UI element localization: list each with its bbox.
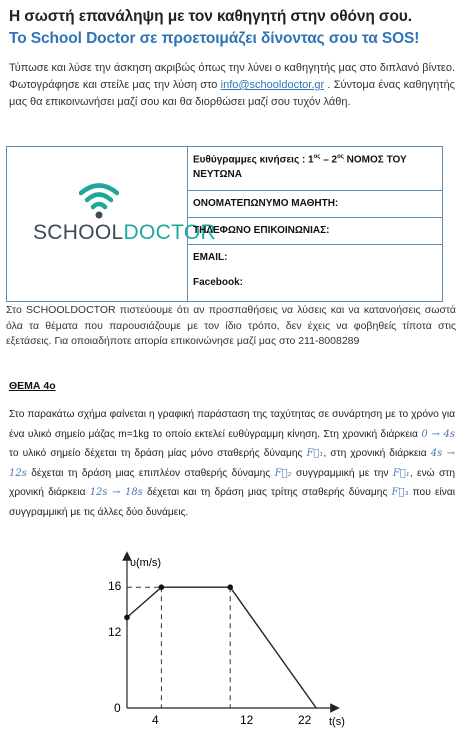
intro-paragraph [9, 60, 455, 111]
interval-3: 12s → 18s [89, 487, 143, 498]
dashed-guides [127, 587, 230, 708]
data-point-2 [227, 584, 233, 590]
topic-text-end: ΝΟΜΟΣ ΤΟΥ ΝΕΥΤΩΝΑ [193, 154, 407, 181]
topic-sup: ος [313, 154, 321, 160]
problem-text-2: το υλικό σημείο δέχεται τη δράση μίας μόνο σταθερής δύναμης [9, 448, 307, 459]
force-f1: F⃗₁ [306, 448, 324, 459]
theme-heading: ΘΕΜΑ 4ο [9, 380, 56, 392]
problem-text-4: δέχεται τη δράση μιας επιπλέον σταθερής δύναμης [26, 467, 275, 479]
problem-text-6: , ενώ στη χρονική διάρκεια [9, 467, 455, 498]
problem-text-8: που είναι συγγραμμική με τις άλλες δύο δυνάμεις. [9, 487, 456, 518]
data-point-0 [124, 615, 130, 621]
x-tick-12: 12 [240, 713, 254, 727]
topic-row [188, 147, 442, 191]
data-points [124, 584, 233, 620]
topic-text: Ευθύγραμμες κινήσεις : 1 [193, 154, 314, 166]
force-f3: F⃗₃ [391, 487, 409, 498]
note-paragraph: Στο SCHOOLDOCTOR πιστεύουμε ότι αν προσπαθήσεις να λύσεις και να κατανοήσεις σωστά όλα τα θέματα που παρουσιάζουμε με τον ίδιο τρόπο, δεν έχεις να φοβηθείς τίποτα στις εξετάσεις. Για οποιαδήποτε απορία επικοινώνησε μαζί μας στο 211-8008289 [6, 304, 456, 347]
force-f1-ref: F⃗₁ [392, 467, 410, 479]
facebook-field[interactable]: Facebook: [193, 277, 244, 288]
problem-text-5: συγγραμμική με την [291, 467, 393, 479]
velocity-time-graph [100, 548, 360, 738]
x-axis-label: t(s) [329, 716, 345, 728]
page-title: Η σωστή επανάληψη με τον καθηγητή στην οθόνη σου. [9, 8, 412, 25]
x-tick-4: 4 [152, 713, 159, 727]
origin-label: 0 [114, 701, 121, 715]
phone-field[interactable]: ΤΗΛΕΦΩΝΟ ΕΠΙΚΟΙΝΩΝΙΑΣ: [188, 218, 442, 245]
problem-statement [9, 405, 455, 522]
email-link[interactable]: info@schooldoctor.gr [220, 79, 325, 91]
force-f2: F⃗₂ [274, 467, 292, 479]
x-tick-22: 22 [298, 713, 312, 727]
student-info-box [6, 146, 443, 302]
y-tick-12: 12 [108, 625, 122, 639]
student-name-field[interactable]: ΟΝΟΜΑΤΕΠΩΝΥΜΟ ΜΑΘΗΤΗ: [188, 191, 442, 218]
email-field[interactable]: EMAIL: [193, 252, 228, 263]
data-point-1 [159, 584, 165, 590]
interval-2: 4s → 12s [9, 448, 455, 479]
intro-text-end: . Σύντομα ένας καθηγητής μας θα επικοινωνήσει μαζί σου και θα διορθώσει μαζί σου τυχόν λάθη. [9, 79, 455, 108]
logo-doctor-text: DOCTOR [123, 221, 216, 244]
y-tick-16: 16 [108, 579, 122, 593]
wifi-logo-icon [79, 177, 119, 221]
y-axis-label: υ(m/s) [130, 557, 162, 569]
interval-1: 0 → 4s [421, 428, 455, 440]
topic-sup-2: ος [337, 154, 344, 160]
problem-text-7: δέχεται και τη δράση μιας τρίτης σταθερής δύναμης [142, 487, 392, 498]
intro-text: Τύπωσε και λύσε την άσκηση ακριβώς όπως την λύνει ο καθηγητής μας στο διπλανό βίντεο. Φωτογράφησε και στείλε μας την λύση στο [9, 62, 455, 91]
problem-text-3: , στη χρονική διάρκεια [323, 448, 431, 459]
problem-text-1: Στο παρακάτω σχήμα φαίνεται η γραφική παράσταση της ταχύτητας σε συνάρτηση με το χρόνο για ένα υλικό σημείο μάζας m=1kg το οποίο εκτελεί ευθύγραμμη κίνηση. Στη χρονική διάρκεια [9, 409, 455, 440]
page-subtitle: Το School Doctor σε προετοιμάζει δίνοντας σου τα SOS! [9, 30, 420, 47]
logo-school-text: SCHOOL [33, 221, 124, 244]
topic-text-mid: – 2 [320, 154, 338, 166]
info-fields [188, 147, 442, 301]
velocity-line [127, 587, 316, 708]
